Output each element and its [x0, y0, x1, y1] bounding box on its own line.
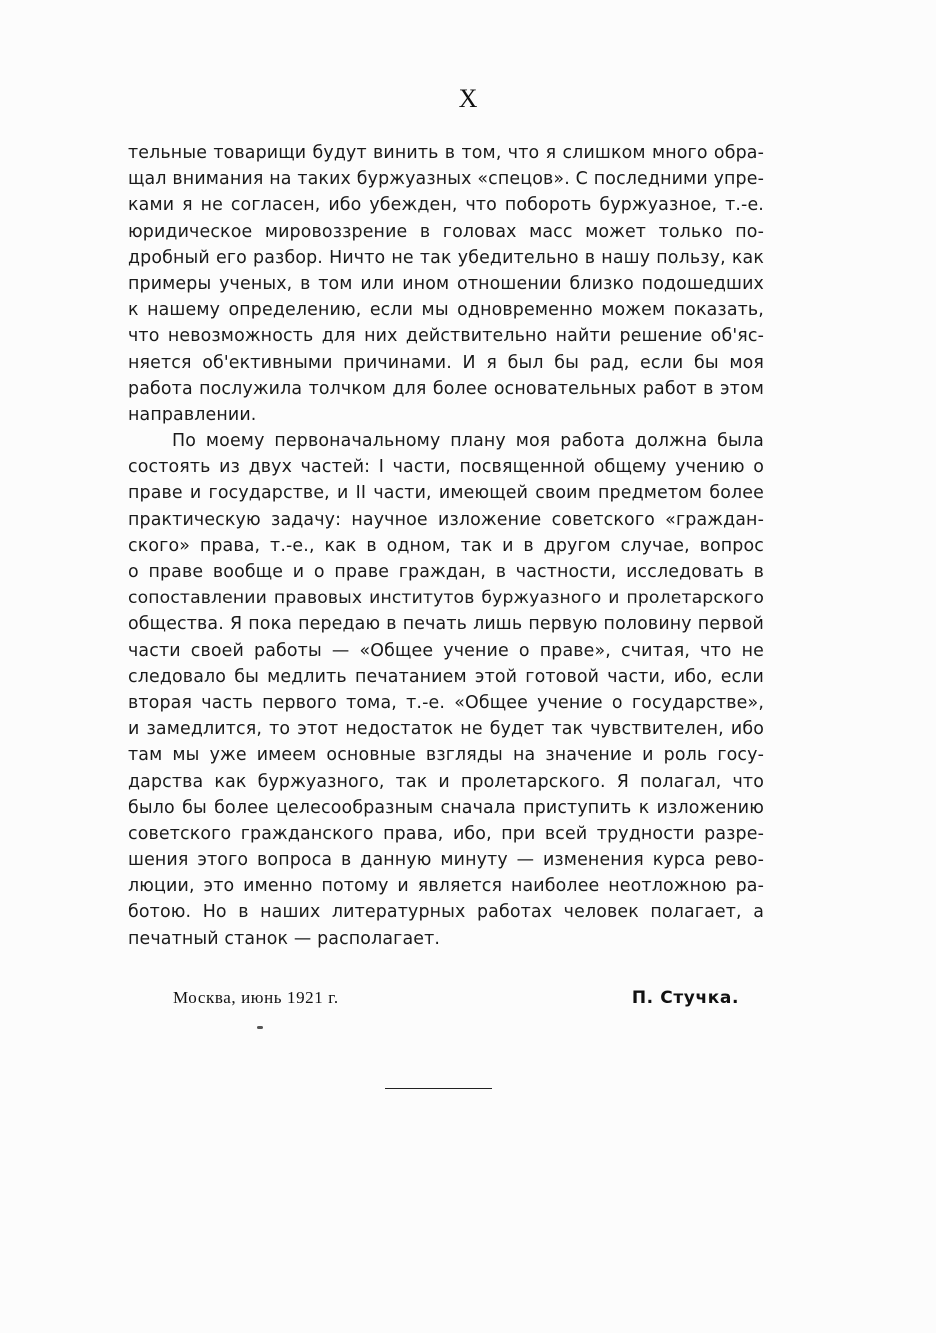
text-line: состоять из двух частей: I части, посвященной общему учению о — [128, 457, 764, 478]
text-line: было бы более целесообразным сначала приступить к изложению — [128, 797, 764, 818]
page-number: X — [458, 84, 478, 113]
text-line: работа послужила толчком для более основательных работ в этом — [128, 378, 764, 399]
text-line: и замедлится, то этот недостаток не будет так чувствителен, ибо — [128, 719, 764, 740]
text-line: следовало бы медлить печатанием этой готовой части, ибо, если — [128, 666, 764, 687]
text-line: праве и государстве, и II части, имеющей своим предметом более — [128, 483, 764, 504]
text-line: примеры ученых, в том или ином отношении близко подошедших — [128, 273, 764, 294]
text-line: о праве вообще и о праве граждан, в частности, исследовать в — [128, 562, 764, 582]
scan-speck — [257, 1026, 263, 1029]
text-line: дарства как буржуазного, так и пролетарского. Я полагал, что — [128, 771, 764, 792]
signature-block — [128, 983, 764, 1013]
text-line: дробный его разбор. Ничто не так убедительно в нашу пользу, как — [128, 247, 764, 268]
text-line: печатный станок — располагает. — [128, 928, 441, 949]
text-line: сопоставлении правовых институтов буржуазного и пролетарского — [128, 588, 764, 609]
text-line: практическую задачу: научное изложение советского «граждан- — [128, 509, 764, 530]
text-line: люции, это именно потому и является наиболее неотложною ра- — [128, 876, 764, 897]
text-line: там мы уже имеем основные взгляды на значение и роль госу- — [128, 745, 764, 766]
body-text — [128, 140, 764, 952]
text-line: тельные товарищи будут винить в том, что я слишком много обра- — [128, 143, 764, 163]
text-line: направлении. — [128, 404, 257, 425]
text-line: ками я не согласен, ибо убежден, что побороть буржуазное, т.-е. — [128, 195, 764, 216]
text-line: общества. Я пока передаю в печать лишь первую половину первой — [128, 614, 764, 635]
text-line: юридическое мировоззрение в головах масс может только по- — [128, 221, 764, 242]
text-line: что невозможность для них действительно найти решение об'яс- — [128, 326, 764, 347]
text-line: По моему первоначальному плану моя работа должна была — [172, 431, 764, 452]
text-line: к нашему определению, если мы одновременно можем показать, — [128, 300, 764, 321]
text-line: вторая часть первого тома, т.-е. «Общее учение о государстве», — [128, 692, 764, 713]
place-date: Москва, июнь 1921 г. — [173, 988, 339, 1007]
author-signature: П. Стучка. — [631, 988, 739, 1008]
closing-rule — [385, 1088, 492, 1089]
text-line: части своей работы — «Общее учение о праве», считая, что не — [128, 640, 764, 661]
text-line: ского» права, т.-е., как в одном, так и в другом случае, вопрос — [128, 535, 764, 556]
text-line: ботою. Но в наших литературных работах человек полагает, а — [128, 902, 764, 923]
text-line: няется об'ективными причинами. И я был бы рад, если бы моя — [128, 352, 764, 373]
text-line: советского гражданского права, ибо, при всей трудности разре- — [128, 823, 764, 844]
text-line: шения этого вопроса в данную минуту — изменения курса рево- — [128, 850, 764, 871]
text-line: щал внимания на таких буржуазных «спецов». С последними упре- — [128, 169, 764, 190]
